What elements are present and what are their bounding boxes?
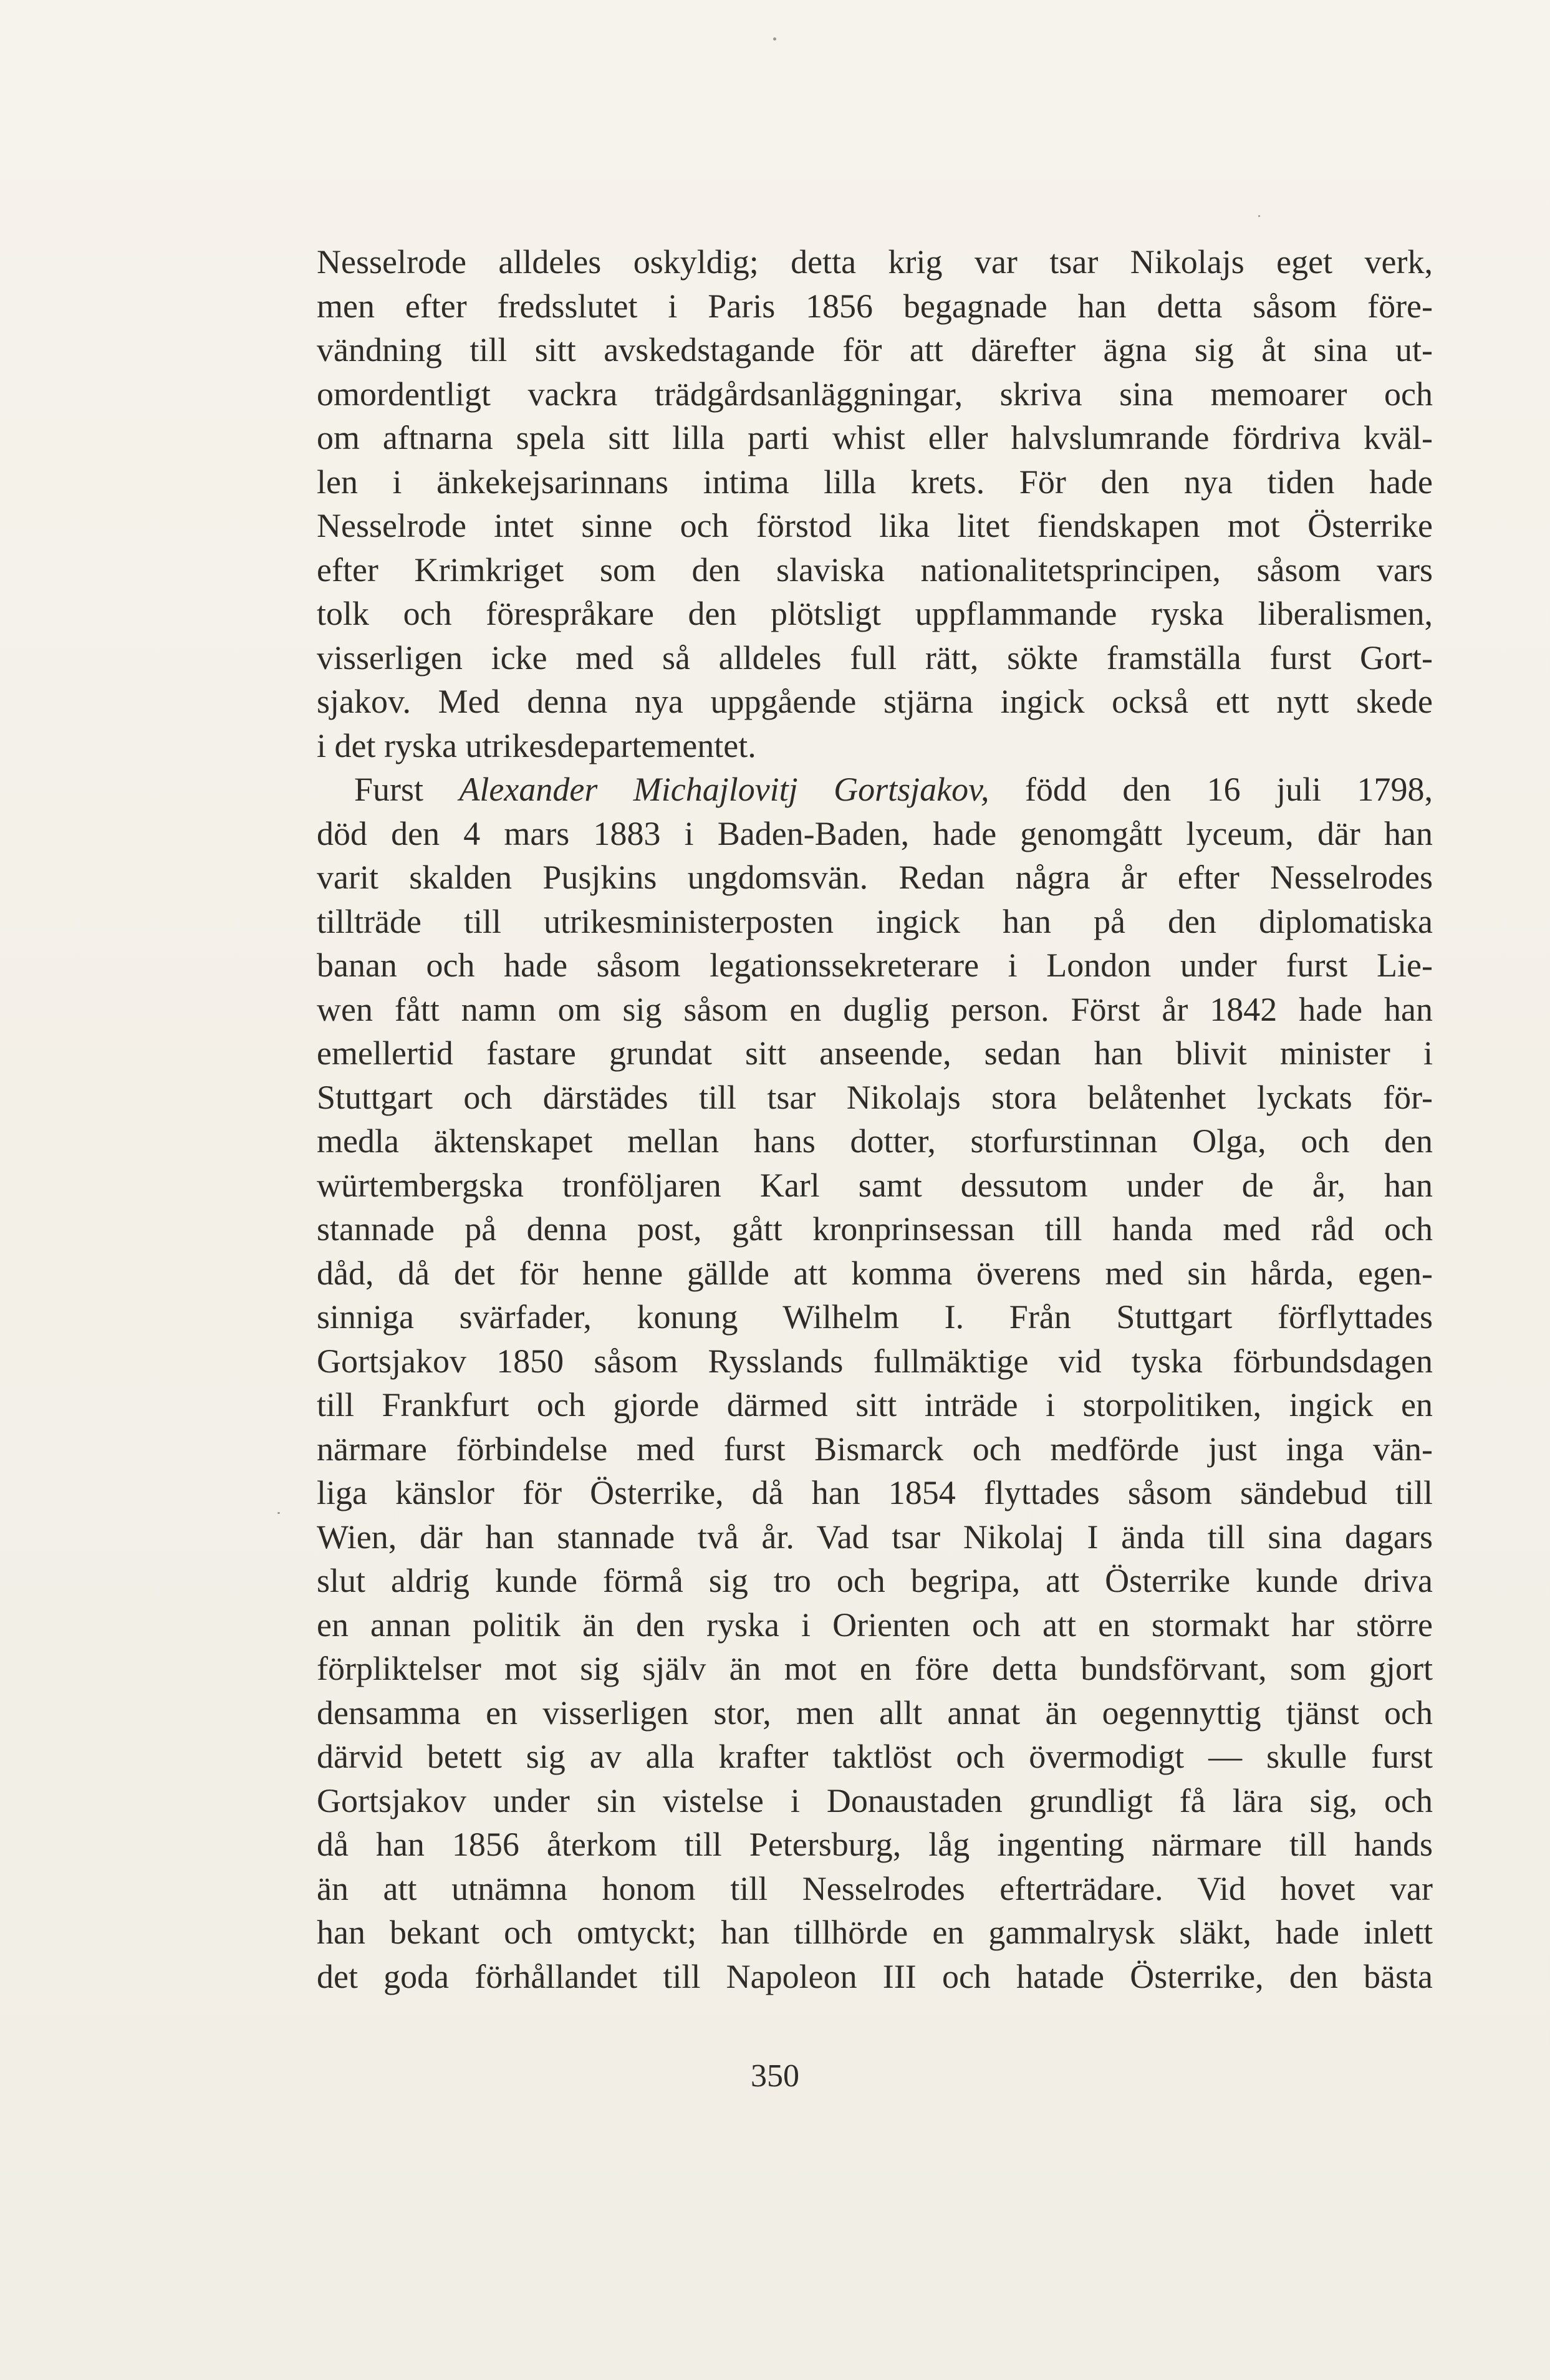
text-line: würtembergska tronföljaren Karl samt dessutom under de år, han (317, 1166, 1433, 1204)
text-line: Wien, där han stannade två år. Vad tsar Nikolaj I ända till sina dagars (317, 1518, 1433, 1556)
page-speck (1258, 215, 1260, 217)
text-line: Gortsjakov under sin vistelse i Donaustaden grundligt få lära sig, och (317, 1781, 1433, 1819)
text-line: förpliktelser mot sig själv än mot en före detta bundsförvant, som gjort (317, 1650, 1433, 1687)
paragraph-2 (317, 768, 1433, 1998)
text-line: sjakov. Med denna nya uppgående stjärna ingick också ett nytt skede (317, 683, 1433, 720)
page-speck (773, 37, 776, 41)
text-line: i det ryska utrikesdepartementet. (317, 726, 756, 764)
text-line: till Frankfurt och gjorde därmed sitt inträde i storpolitiken, ingick en (317, 1386, 1433, 1424)
text-line: men efter fredsslutet i Paris 1856 begagnade han detta såsom före- (317, 287, 1433, 325)
text-line: än att utnämna honom till Nesselrodes efterträdare. Vid hovet var (317, 1869, 1433, 1907)
text-line: tillträde till utrikesministerposten ingick han på den diplomatiska (317, 902, 1433, 940)
text-line: vändning till sitt avskedstagande för att därefter ägna sig åt sina ut- (317, 331, 1433, 369)
page-speck (277, 1512, 280, 1514)
text-line: wen fått namn om sig såsom en duglig person. Först år 1842 hade han (317, 990, 1433, 1028)
line-prefix: Furst (354, 771, 460, 808)
text-line: Nesselrode intet sinne och förstod lika litet fiendskapen mot Österrike (317, 507, 1433, 544)
text-line: en annan politik än den ryska i Orienten och att en stormakt har större (317, 1606, 1433, 1644)
text-line: varit skalden Pusjkins ungdomsvän. Redan några år efter Nesselrodes (317, 859, 1433, 896)
paragraph-1 (317, 240, 1433, 768)
text-line: omordentligt vackra trädgårdsanläggningar, skriva sina memoarer och (317, 375, 1433, 413)
text-line: Stuttgart och därstädes till tsar Nikolajs stora belåtenhet lyckats för- (317, 1078, 1433, 1116)
text-line: tolk och förespråkare den plötsligt uppflammande ryska liberalismen, (317, 595, 1433, 632)
text-line: sinniga svärfader, konung Wilhelm I. Från Stuttgart förflyttades (317, 1298, 1433, 1336)
text-line: död den 4 mars 1883 i Baden-Baden, hade genomgått lyceum, där han (317, 814, 1433, 852)
text-line: slut aldrig kunde förmå sig tro och begripa, att Österrike kunde driva (317, 1562, 1433, 1599)
text-line: medla äktenskapet mellan hans dotter, storfurstinnan Olga, och den (317, 1122, 1433, 1160)
text-line: om aftnarna spela sitt lilla parti whist eller halvslumrande fördriva kväl- (317, 419, 1433, 456)
body-text (317, 240, 1433, 1998)
person-name: Alexander Michajlovitj Gortsjakov, (459, 771, 989, 808)
text-line: len i änkekejsarinnans intima lilla krets. För den nya tiden hade (317, 463, 1433, 501)
text-line: då han 1856 återkom till Petersburg, låg ingenting närmare till hands (317, 1826, 1433, 1863)
page-number: 350 (751, 2058, 799, 2094)
text-line: densamma en visserligen stor, men allt annat än oegennyttig tjänst och (317, 1693, 1433, 1732)
text-line: efter Krimkriget som den slaviska nationalitetsprincipen, såsom vars (317, 551, 1433, 589)
text-line: han bekant och omtyckt; han tillhörde en gammalrysk släkt, hade inlett (317, 1914, 1433, 1951)
text-line: därvid betett sig av alla krafter taktlöst och övermodigt — skulle furst (317, 1738, 1433, 1775)
text-line: visserligen icke med så alldeles full rätt, sökte framställa furst Gort- (317, 638, 1433, 677)
line-suffix: född den 16 juli 1798, (989, 771, 1433, 808)
text-line: liga känslor för Österrike, då han 1854 flyttades såsom sändebud till (317, 1474, 1433, 1511)
text-line: det goda förhållandet till Napoleon III och hatade Österrike, den bästa (317, 1957, 1433, 1995)
text-line: Nesselrode alldeles oskyldig; detta krig var tsar Nikolajs eget verk, (317, 243, 1433, 281)
text-line: emellertid fastare grundat sitt anseende, sedan han blivit minister i (317, 1034, 1433, 1072)
text-line: Gortsjakov 1850 såsom Rysslands fullmäktige vid tyska förbundsdagen (317, 1342, 1433, 1380)
text-line: stannade på denna post, gått kronprinsessan till handa med råd och (317, 1210, 1433, 1248)
text-line: banan och hade såsom legationssekreterare i London under furst Lie- (317, 947, 1433, 984)
text-line-first (317, 768, 1433, 812)
text-line: närmare förbindelse med furst Bismarck och medförde just inga vän- (317, 1430, 1433, 1468)
text-line: dåd, då det för henne gällde att komma överens med sin hårda, egen- (317, 1254, 1433, 1292)
